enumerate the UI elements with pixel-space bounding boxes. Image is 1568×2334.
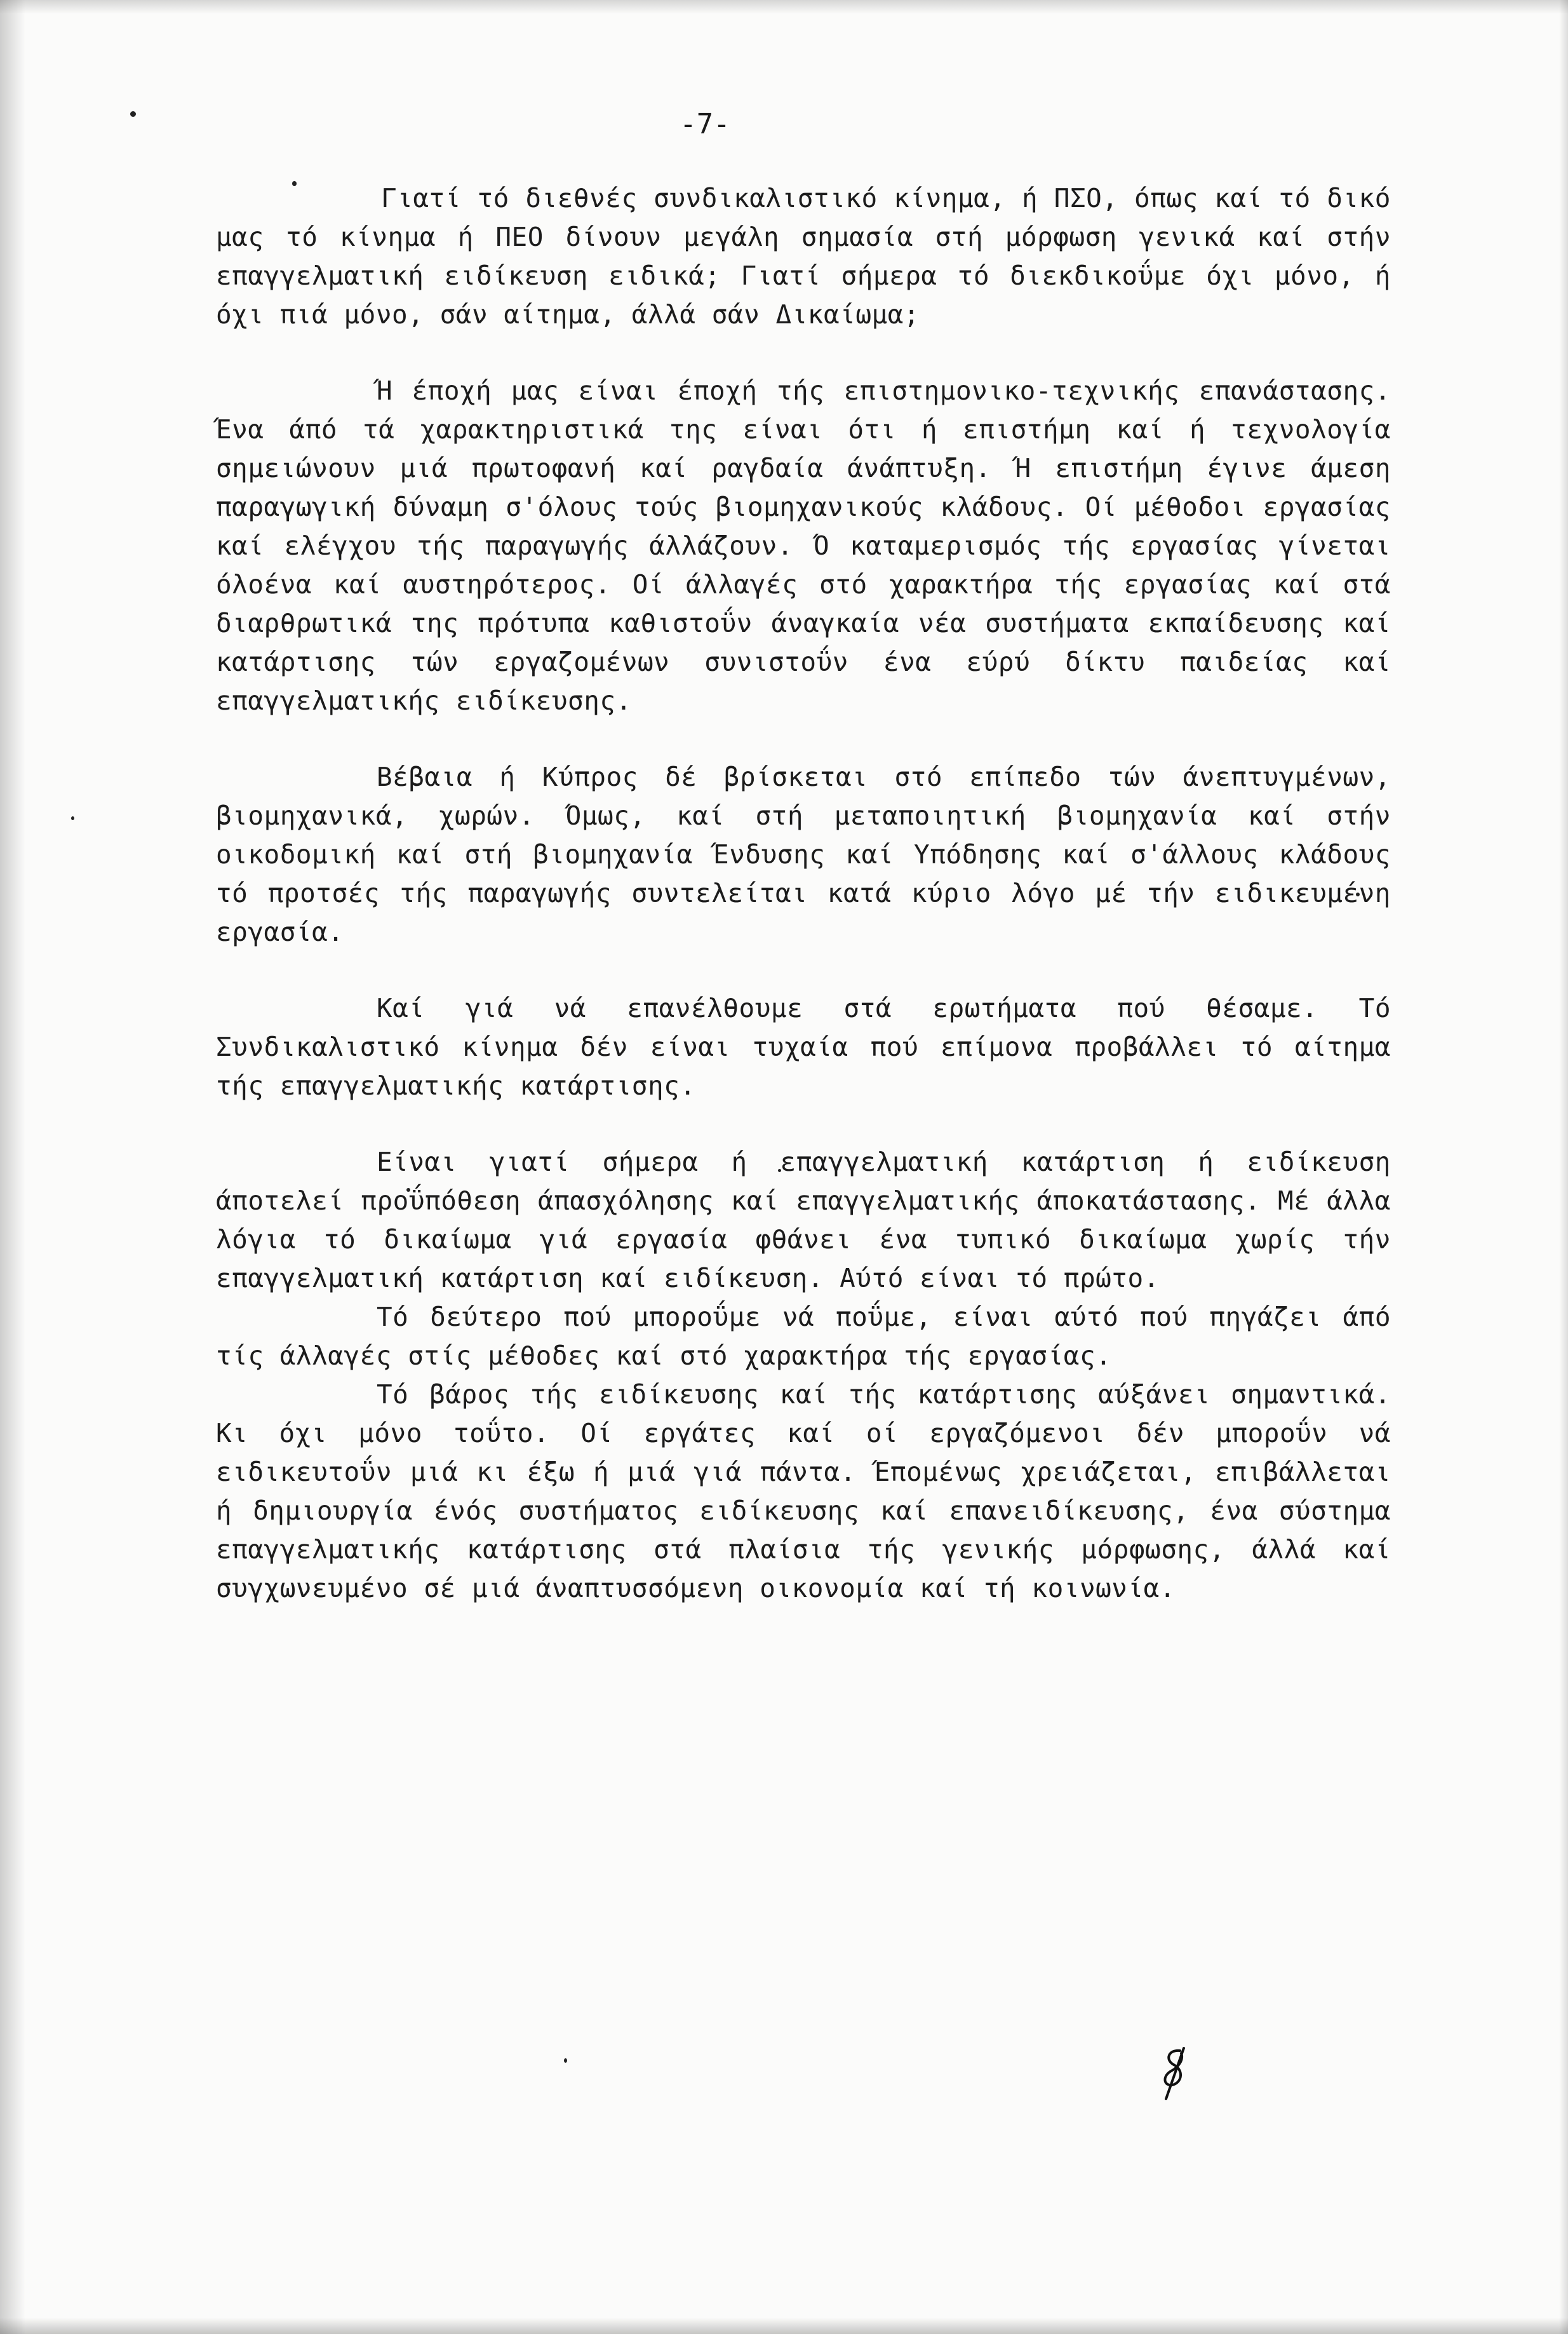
paragraph: Γιατί τό διεθνές συνδικαλιστικό κίνημα, ή ΠΣΟ, όπως καί τό δικό μας τό κίνημα ή ΠΕΟ δίνουν μεγάλη σημασία στή μόρφωση γενικά καί στήν επαγγελματική ειδίκευση ειδικά; Γιατί σήμερα τό διεκδικοΰμε όχι μόνο, ή όχι πιά μόνο, σάν αίτημα, άλλά σάν Δικαίωμα; (216, 183, 1391, 330)
paragraph: Είναι γιατί σήμερα ή επαγγελματική κατάρτιση ή ειδίκευση άποτελεί προΰπόθεση άπασχόλησης καί επαγγελματικής άποκατάστασης. Μέ άλλα λόγια τό δικαίωμα γιά εργασία φθάνει ένα τυπικό δικαίωμα χωρίς τήν επαγγελματική κατάρτιση καί ειδίκευση. Αύτό είναι τό πρώτο. (216, 1147, 1391, 1293)
paragraph: Ή έποχή μας είναι έποχή τής επιστημονικο-τεχνικής επανάστασης. Ένα άπό τά χαρακτηριστικά της είναι ότι ή επιστήμη καί ή τεχνολογία σημειώνουν μιά πρωτοφανή καί ραγδαία άνάπτυξη. Ή επιστήμη έγινε άμεση παραγωγική δύναμη σ'όλους τούς βιομηχανικούς κλάδους. Οί μέθοδοι εργασίας καί ελέγχου τής παραγωγής άλλάζουν. Ό καταμερισμός τής εργασίας γίνεται όλοένα καί αυστηρότερος. Οί άλλαγές στό χαρακτήρα τής εργασίας καί στά διαρθρωτικά της πρότυπα καθιστοΰν άναγκαία νέα συστήματα εκπαίδευσης καί κατάρτισης τών εργαζομένων συνιστοΰν ένα εύρύ δίκτυ παιδείας καί επαγγελματικής ειδίκευσης. (216, 375, 1391, 716)
scan-speck (71, 816, 74, 820)
paragraph: Τό βάρος τής ειδίκευσης καί τής κατάρτισης αύξάνει σημαντικά. Κι όχι μόνο τοΰτο. Οί εργάτες καί οί εργαζόμενοι δέν μποροΰν νά ειδικευτοΰν μιά κι έξω ή μιά γιά πάντα. Έπομένως χρειάζεται, επιβάλλεται ή δημιουργία ένός συστήματος ειδίκευσης καί επανειδίκευσης, ένα σύστημα επαγγελματικής κατάρτισης στά πλαίσια τής γενικής μόρφωσης, άλλά καί συγχωνευμένο σέ μιά άναπτυσσόμενη οικονομία καί τή κοινωνία. (216, 1379, 1391, 1603)
paragraph: Καί γιά νά επανέλθουμε στά ερωτήματα πού θέσαμε. Τό Συνδικαλιστικό κίνημα δέν είναι τυχαία πού επίμονα προβάλλει τό αίτημα τής επαγγελματικής κατάρτισης. (216, 993, 1391, 1101)
scan-edge-top (0, 0, 1568, 14)
scan-edge-right (1559, 0, 1568, 2334)
paragraph: Τό δεύτερο πού μποροΰμε νά ποΰμε, είναι αύτό πού πηγάζει άπό τίς άλλαγές στίς μέθοδες καί στό χαρακτήρα τής εργασίας. (216, 1302, 1391, 1371)
scan-edge-bottom (0, 2317, 1568, 2334)
scan-edge-left (0, 0, 25, 2334)
scan-speck (130, 111, 136, 117)
paragraph: Βέβαια ή Κύπρος δέ βρίσκεται στό επίπεδο τών άνεπτυγμένων, βιομηχανικά, χωρών. Όμως, καί στή μεταποιητική βιομηχανία καί στήν οικοδομική καί στή βιομηχανία Ένδυσης καί Υπόδησης καί σ'άλλους κλάδους τό προτσές τής παραγωγής συντελείται κατά κύριο λόγο μέ τήν ειδικευμένη εργασία. (216, 762, 1391, 947)
document-body (216, 179, 1391, 1608)
scan-speck (564, 2058, 567, 2063)
handwritten-page-mark (1156, 2046, 1194, 2103)
page-number: -7- (680, 108, 730, 140)
